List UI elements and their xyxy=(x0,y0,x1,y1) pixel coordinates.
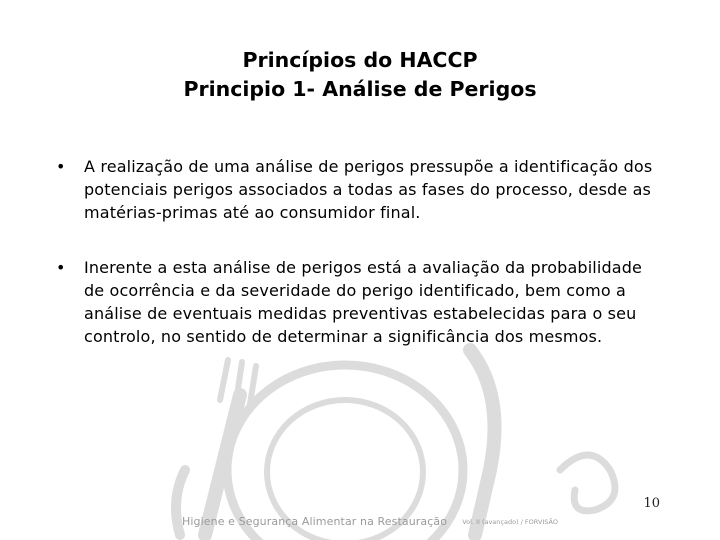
bullet-text: A realização de uma análise de perigos pressupõe a identificação dos potenciais perigos associados a todas as fases do processo, desde as matérias-primas até ao consumidor final. xyxy=(84,157,653,222)
title-line-1: Princípios do HACCP xyxy=(242,48,478,72)
title-line-2: Principio 1- Análise de Perigos xyxy=(183,77,537,101)
footer-subtitle: Vol. II (avançado) / FORVISÃO xyxy=(462,518,559,526)
bullet-dot-icon: • xyxy=(56,157,66,176)
page-number: 10 xyxy=(643,496,660,511)
bullet-item xyxy=(56,256,666,348)
footer-title: Higiene e Segurança Alimentar na Restauração xyxy=(182,515,448,528)
bullet-list xyxy=(56,155,666,380)
page-title xyxy=(0,46,720,104)
bullet-item xyxy=(56,155,666,224)
bullet-dot-icon: • xyxy=(56,258,66,277)
bullet-text: Inerente a esta análise de perigos está a avaliação da probabilidade de ocorrência e da severidade do perigo identificado, bem como a análise de eventuais medidas preventivas estabelecidas para o seu controlo, no sentido de determinar a significância dos mesmos. xyxy=(84,258,643,346)
footer xyxy=(182,510,558,529)
